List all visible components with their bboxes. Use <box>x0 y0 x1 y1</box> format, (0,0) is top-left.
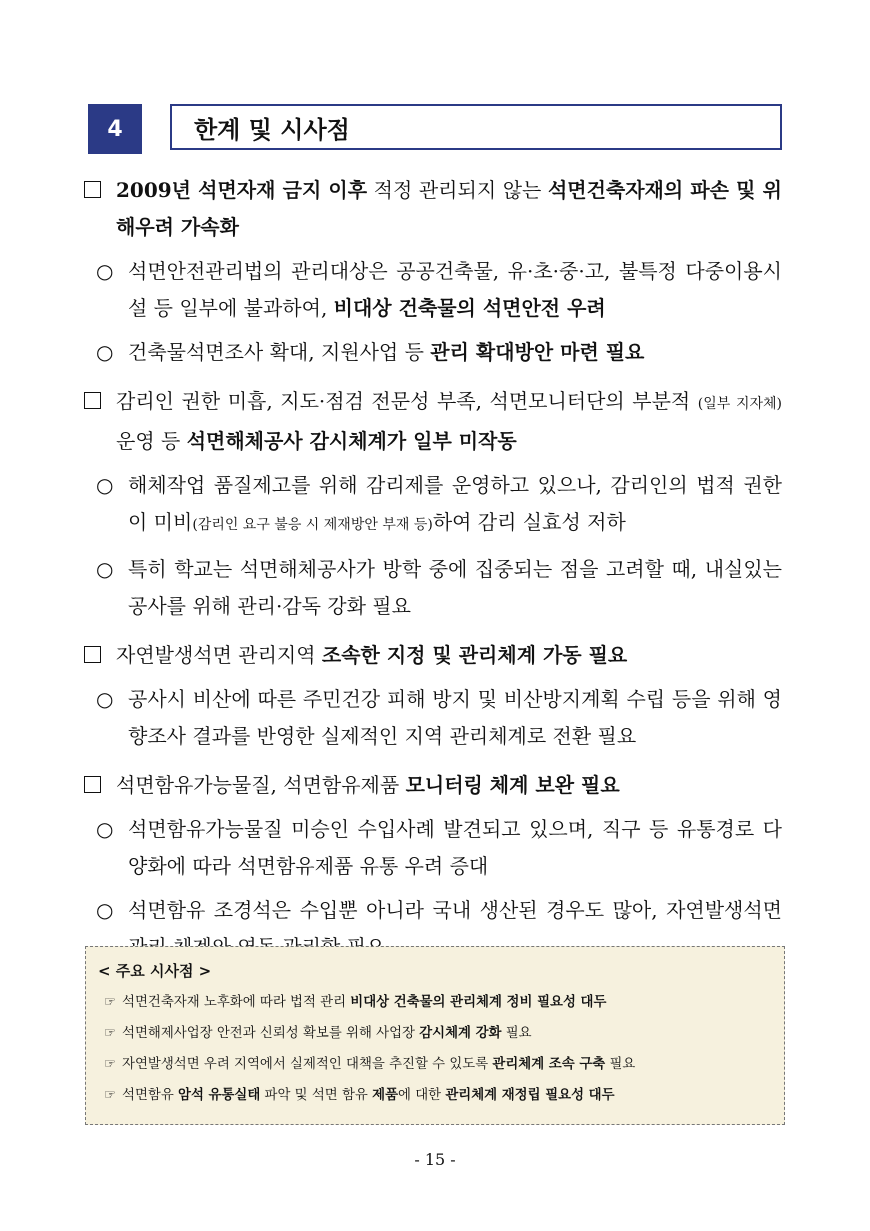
spacer <box>0 246 870 253</box>
spacer <box>0 755 870 767</box>
key-implications-box <box>85 946 785 1125</box>
text-segment: (감리인 요구 불응 시 제재방안 부재 등) <box>192 517 433 533</box>
heading-bullet-item <box>0 767 782 804</box>
text-segment: 석면함유가능물질 미승인 수입사례 발견되고 있으며, 직구 등 유통경로 다양화에 따라 석면함유제품 유통 우려 증대 <box>128 817 782 878</box>
heading-bullet-item <box>0 172 782 246</box>
spacer <box>0 327 870 334</box>
square-bullet-icon <box>84 383 101 420</box>
text-segment: 조속한 지정 및 관리체계 가동 필요 <box>321 643 628 667</box>
sub-bullet-item <box>0 811 782 885</box>
text-segment: 비대상 건축물의 석면안전 우려 <box>333 296 606 320</box>
text-segment: 암석 유통실태 <box>178 1088 261 1103</box>
circle-bullet-icon: ○ <box>96 687 114 711</box>
square-bullet-shape <box>84 646 101 663</box>
pointing-hand-icon: ☞ <box>104 995 117 1010</box>
text-segment: 감시체계 강화 <box>419 1026 502 1041</box>
implication-line <box>98 1018 774 1049</box>
text-segment: 에 대한 <box>398 1088 446 1103</box>
heading-bullet-item <box>0 383 782 460</box>
text-segment: 모니터링 체계 보완 필요 <box>405 773 620 797</box>
pointing-hand-icon: ☞ <box>104 1088 117 1103</box>
square-bullet-icon <box>84 172 101 209</box>
text-segment: 자연발생석면 관리지역 <box>116 643 322 667</box>
pointing-hand-icon: ☞ <box>104 1026 117 1041</box>
pointing-hand-icon: ☞ <box>104 1057 117 1072</box>
text-segment: 석면안전관리법의 관리대상은 공공건축물, 유·초·중·고, 불특정 다중이용시설 등 일부에 불과하여, <box>128 259 782 320</box>
section-body <box>0 172 870 966</box>
text-segment: 하여 감리 실효성 저하 <box>432 510 626 534</box>
square-bullet-icon <box>84 767 101 804</box>
square-bullet-shape <box>84 392 101 409</box>
text-segment: 석면건축자재의 파손 및 위해우려 가속화 <box>116 178 782 239</box>
spacer <box>0 674 870 681</box>
circle-bullet-icon: ○ <box>96 557 114 581</box>
text-segment: 파악 및 석면 함유 <box>260 1088 373 1103</box>
text-segment: 2009년 석면자재 금지 이후 <box>116 178 368 202</box>
circle-bullet-icon: ○ <box>96 898 114 922</box>
implication-line <box>98 1049 774 1080</box>
square-bullet-shape <box>84 181 101 198</box>
implication-line <box>98 987 774 1018</box>
text-segment: (일부 지자체) <box>697 396 782 412</box>
text-segment: 필요 <box>501 1026 532 1041</box>
implication-line <box>98 1080 774 1111</box>
text-segment: 석면함유 <box>122 1088 179 1103</box>
sub-bullet-item <box>0 681 782 755</box>
spacer <box>0 460 870 467</box>
text-segment: 제품 <box>372 1088 399 1103</box>
circle-bullet-icon: ○ <box>96 259 114 283</box>
text-segment: 공사시 비산에 따른 주민건강 피해 방지 및 비산방지계획 수립 등을 위해 영향조사 결과를 반영한 실제적인 지역 관리체계로 전환 필요 <box>128 687 782 748</box>
text-segment: 감리인 권한 미흡, 지도·점검 전문성 부족, 석면모니터단의 부분적 <box>116 389 698 413</box>
text-segment: 해체작업 품질제고를 위해 감리제를 운영하고 있으나, 감리인의 법적 권한이 미비 <box>128 473 782 534</box>
square-bullet-shape <box>84 776 101 793</box>
heading-bullet-item <box>0 637 782 674</box>
text-segment: 석면해체공사 감시체계가 일부 미작동 <box>186 429 517 453</box>
section-title <box>170 104 782 150</box>
text-segment: 적정 관리되지 않는 <box>367 178 548 202</box>
text-segment: 관리 확대방안 마련 필요 <box>430 340 645 364</box>
circle-bullet-icon: ○ <box>96 473 114 497</box>
text-segment: 운영 등 <box>116 429 187 453</box>
text-segment: 관리체계 재정립 필요성 대두 <box>445 1088 615 1103</box>
sub-bullet-item <box>0 551 782 625</box>
text-segment: 석면건축자재 노후화에 따라 법적 관리 <box>122 995 351 1010</box>
circle-bullet-icon: ○ <box>96 340 114 364</box>
box-title: < 주요 시사점 > <box>98 962 212 980</box>
spacer <box>0 544 870 551</box>
text-segment: 특히 학교는 석면해체공사가 방학 중에 집중되는 점을 고려할 때, 내실있는 공사를 위해 관리·감독 강화 필요 <box>128 557 782 618</box>
spacer <box>0 371 870 383</box>
text-segment: 필요 <box>605 1057 636 1072</box>
text-segment: 석면함유 조경석은 수입뿐 아니라 국내 생산된 경우도 많아, 자연발생석면 <box>128 898 782 922</box>
text-segment: 자연발생석면 우려 지역에서 실제적인 대책을 추진할 수 있도록 <box>122 1057 493 1072</box>
section-title-text: 한계 및 시사점 <box>194 115 350 144</box>
section-number-badge: 4 <box>88 104 142 154</box>
text-segment: 석면함유가능물질, 석면함유제품 <box>116 773 406 797</box>
sub-bullet-item <box>0 467 782 544</box>
spacer <box>0 804 870 811</box>
text-segment: 비대상 건축물의 관리체계 정비 필요성 대두 <box>350 995 607 1010</box>
sub-bullet-item <box>0 334 782 371</box>
spacer <box>0 625 870 637</box>
text-segment: 관리체계 조속 구축 <box>492 1057 606 1072</box>
sub-bullet-item <box>0 253 782 327</box>
spacer <box>0 885 870 892</box>
circle-bullet-icon: ○ <box>96 817 114 841</box>
page-number: - 15 - <box>414 1150 456 1169</box>
text-segment: 건축물석면조사 확대, 지원사업 등 <box>128 340 431 364</box>
square-bullet-icon <box>84 637 101 674</box>
text-segment: 석면해제사업장 안전과 신뢰성 확보를 위해 사업장 <box>122 1026 420 1041</box>
box-lines <box>98 987 774 1111</box>
